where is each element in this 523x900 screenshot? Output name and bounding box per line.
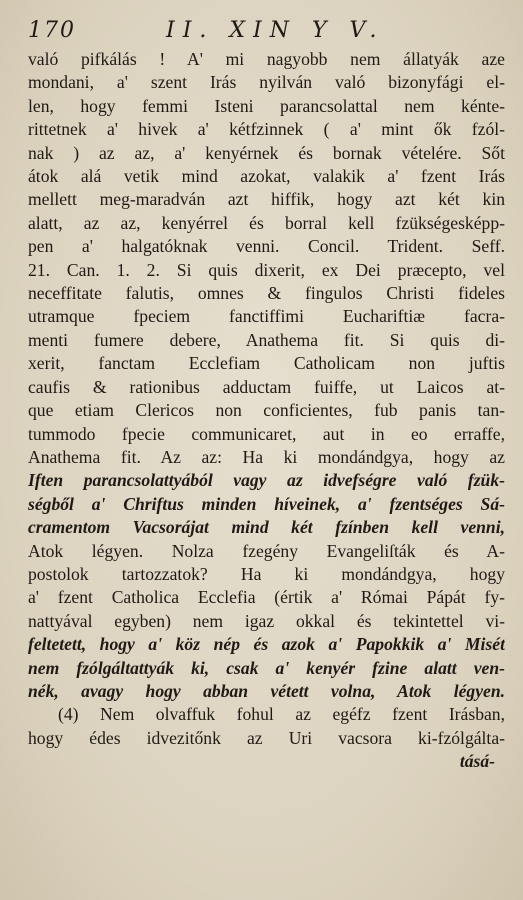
text-line: rittetnek a' hivek a' kétfzinnek ( a' mint ők fzól- xyxy=(28,119,505,140)
text-line: való pifkálás ! A' mi nagyobb nem állatyák aze xyxy=(28,49,505,69)
text-line: nem fzólgáltattyák ki, csak a' kenyér fzine alatt ven- xyxy=(28,657,505,678)
text-line: átok alá vetik mind azokat, valakik a' fzent Irás xyxy=(28,166,505,187)
text-line: len, hogy femmi Isteni parancsolattal nem kénte- xyxy=(28,95,505,116)
text-line: menti fumere debere, Anathema fit. Si quis di- xyxy=(28,329,505,350)
text-line: ségből a' Chriftus minden híveinek, a' fzentséges Sá- xyxy=(28,493,505,514)
catchword: tásá- xyxy=(459,751,495,772)
text-line: feltetett, hogy a' köz nép és azok a' Papokkik a' Misét xyxy=(28,634,505,655)
text-line: tummodo fpecie communicaret, aut in eo erraffe, xyxy=(28,423,505,444)
text-line: nattyával egyben) nem igaz okkal és tekintettel vi- xyxy=(28,610,505,631)
text-line: alatt, az az, kenyérrel és borral kell fzükségesképp- xyxy=(28,212,505,233)
text-line: postolok tartozzatok? Ha ki mondándgya, hogy xyxy=(28,563,505,584)
page-number: 170 xyxy=(28,18,76,43)
text-line: neceffitate falutis, omnes & fingulos Christi fideles xyxy=(28,283,505,304)
text-line: hogy édes idvezitőnk az Uri vacsora ki-fzólgálta- xyxy=(28,727,505,748)
text-line: mondani, a' szent Irás nyilván való bizonyfági el- xyxy=(28,72,505,93)
running-head: II. XIN Y V. xyxy=(166,18,385,43)
text-line: Atok légyen. Nolza fzegény Evangeliſták és A- xyxy=(28,540,505,561)
text-line: utramque fpeciem fanctiffimi Euchariftiæ facra- xyxy=(28,306,505,327)
text-line: pen a' halgatóknak venni. Concil. Trident. Seff. xyxy=(28,236,505,257)
text-line: nék, avagy hogy abban vétett volna, Atok légyen. xyxy=(28,680,505,701)
text-line: 21. Can. 1. 2. Si quis dixerit, ex Dei præcepto, vel xyxy=(28,259,505,280)
body-text xyxy=(28,48,505,750)
text-line: mellett meg-maradván azt hiffik, hogy azt két kin xyxy=(28,189,505,210)
text-line: xerit, fanctam Ecclefiam Catholicam non juftis xyxy=(28,353,505,374)
text-line: (4) Nem olvaffuk fohul az egéfz fzent Irásban, xyxy=(58,704,505,725)
text-line: nak ) az az, a' kenyérnek és bornak vételére. Sőt xyxy=(28,142,505,163)
text-line: Anathema fit. Az az: Ha ki mondándgya, hogy az xyxy=(28,446,505,467)
text-line: Iften parancsolattyából vagy az idvefségre való fzük- xyxy=(28,470,505,491)
text-line: a' fzent Catholica Ecclefia (értik a' Római Pápát fy- xyxy=(28,587,505,608)
page-header xyxy=(28,18,505,48)
text-line: cramentom Vacsorájat mind két fzínben kell venni, xyxy=(28,517,505,538)
text-line: que etiam Clericos non conficientes, fub panis tan- xyxy=(28,400,505,421)
text-line: caufis & rationibus adductam fuiffe, ut Laicos at- xyxy=(28,376,505,397)
